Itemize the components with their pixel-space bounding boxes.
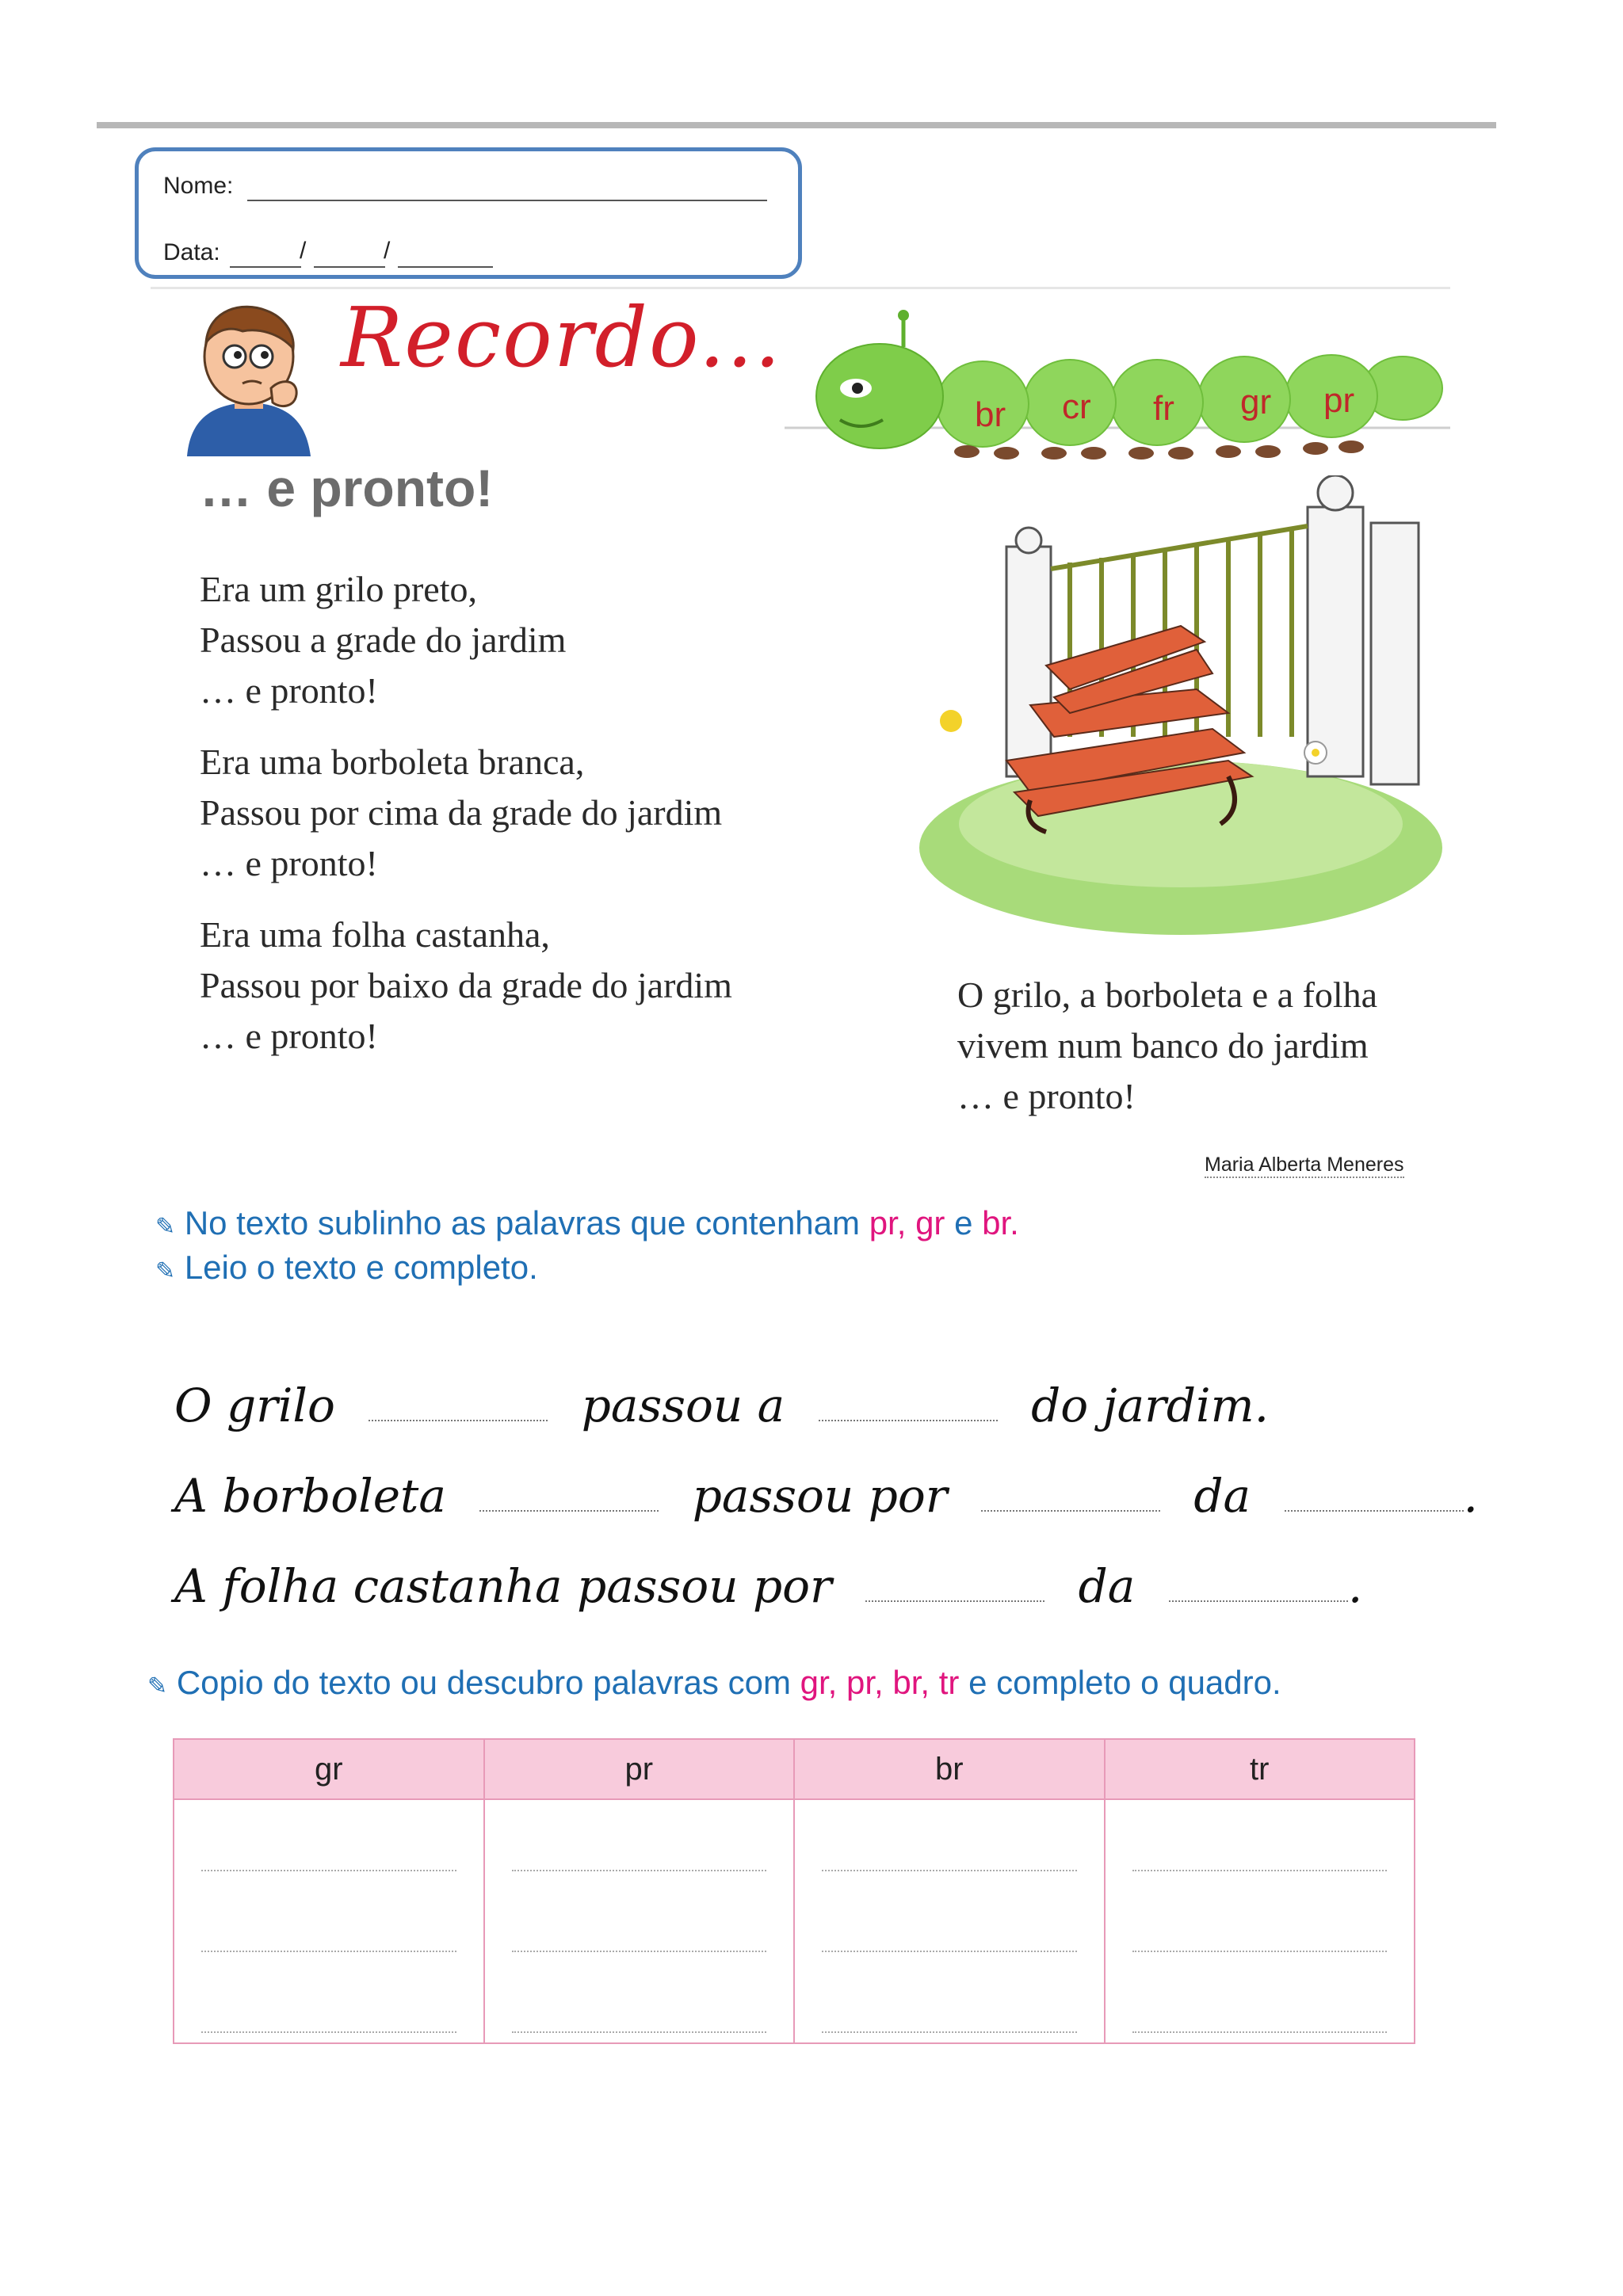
table-header-pr: pr <box>484 1739 795 1799</box>
recordo-heading: Recordo... <box>341 289 782 386</box>
poem-line: Passou a grade do jardim <box>200 620 567 660</box>
exercise-text: . <box>1463 1469 1478 1523</box>
highlight-br: br. <box>982 1204 1019 1241</box>
write-line <box>1132 1949 1388 1952</box>
highlight-tr: tr <box>938 1664 960 1701</box>
poem-line: vivem num banco do jardim <box>957 1025 1369 1066</box>
blank-line[interactable] <box>479 1504 659 1512</box>
exercise-text: da <box>1078 1559 1136 1613</box>
poem-author: Maria Alberta Meneres <box>1205 1154 1404 1178</box>
table-cell[interactable] <box>484 1799 795 1881</box>
poem-stanza-4 <box>957 970 1377 1122</box>
table-cell[interactable] <box>484 1881 795 1962</box>
instruction-2 <box>155 1249 538 1287</box>
table-cell[interactable] <box>174 1962 484 2043</box>
instruction-1-text: No texto sublinho as palavras que contenham <box>184 1204 861 1241</box>
table-header-br: br <box>794 1739 1105 1799</box>
instruction-1 <box>155 1204 1019 1242</box>
write-line <box>201 1868 456 1871</box>
table-cell[interactable] <box>794 1799 1105 1881</box>
instruction-3 <box>147 1664 1281 1702</box>
poem-line: Passou por baixo da grade do jardim <box>200 965 732 1005</box>
words-table <box>173 1738 1415 2044</box>
poem-stanza-2 <box>200 737 722 889</box>
poem-line: Passou por cima da grade do jardim <box>200 792 723 833</box>
data-day-line[interactable] <box>230 242 301 268</box>
pencil-icon: ✎ <box>155 1258 176 1284</box>
poem-title: … e pronto! <box>200 459 494 517</box>
table-header-row <box>174 1739 1415 1799</box>
poem-line: … e pronto! <box>200 843 378 883</box>
pencil-icon: ✎ <box>147 1673 168 1699</box>
table-cell[interactable] <box>1105 1881 1415 1962</box>
poem-stanza-3 <box>200 910 732 1062</box>
caterpillar-illustration <box>785 309 1450 475</box>
instruction-1-e: e <box>954 1204 973 1241</box>
poem-line: Era uma folha castanha, <box>200 914 550 955</box>
date-separator-1: / <box>300 238 307 264</box>
exercise-text: A folha castanha passou por <box>174 1559 832 1613</box>
nome-input-line[interactable] <box>247 176 767 201</box>
highlight-gr: gr <box>915 1204 945 1241</box>
blank-line[interactable] <box>819 1413 998 1421</box>
poem-line: … e pronto! <box>200 1016 378 1056</box>
caterpillar-label-pr: pr <box>1323 381 1355 420</box>
exercise-text: passou a <box>581 1379 785 1432</box>
exercise-line-1 <box>174 1379 1269 1432</box>
poem-stanza-1 <box>200 564 566 716</box>
write-line <box>1132 1868 1388 1871</box>
table-row <box>174 1799 1415 1881</box>
blank-line[interactable] <box>369 1413 548 1421</box>
table-header-tr: tr <box>1105 1739 1415 1799</box>
exercise-line-3 <box>174 1559 1362 1613</box>
nome-label: Nome: <box>163 173 234 199</box>
highlight-br: br, <box>892 1664 930 1701</box>
write-line <box>512 1949 767 1952</box>
highlight-pr: pr, <box>869 1204 907 1241</box>
instruction-3-text: Copio do texto ou descubro palavras com <box>176 1664 791 1701</box>
table-cell[interactable] <box>484 1962 795 2043</box>
exercise-text: da <box>1193 1469 1251 1523</box>
table-cell[interactable] <box>1105 1799 1415 1881</box>
poem-line: … e pronto! <box>200 670 378 711</box>
exercise-text: O grilo <box>174 1379 335 1432</box>
highlight-gr: gr, <box>800 1664 838 1701</box>
highlight-pr: pr, <box>846 1664 884 1701</box>
write-line <box>512 1868 767 1871</box>
exercise-text: do jardim. <box>1031 1379 1270 1432</box>
write-line <box>822 1949 1077 1952</box>
caterpillar-label-gr: gr <box>1240 383 1272 421</box>
write-line <box>201 1949 456 1952</box>
instruction-3-end: e completo o quadro. <box>968 1664 1281 1701</box>
thinking-boy-illustration <box>179 301 319 456</box>
caterpillar-label-fr: fr <box>1153 389 1174 428</box>
write-line <box>822 2030 1077 2033</box>
table-cell[interactable] <box>1105 1962 1415 2043</box>
pencil-icon: ✎ <box>155 1214 176 1240</box>
instruction-2-text: Leio o texto e completo. <box>184 1249 538 1286</box>
table-cell[interactable] <box>174 1881 484 1962</box>
exercise-text: . <box>1347 1559 1363 1613</box>
top-rule <box>97 122 1496 128</box>
write-line <box>201 2030 456 2033</box>
poem-line: O grilo, a borboleta e a folha <box>957 974 1378 1015</box>
data-month-line[interactable] <box>314 242 385 268</box>
garden-bench-illustration <box>911 475 1450 943</box>
exercise-line-2 <box>174 1469 1478 1523</box>
table-row <box>174 1962 1415 2043</box>
poem-line: … e pronto! <box>957 1076 1136 1116</box>
data-year-line[interactable] <box>398 242 493 268</box>
blank-line[interactable] <box>1285 1504 1464 1512</box>
date-separator-2: / <box>384 238 391 264</box>
exercise-text: A borboleta <box>174 1469 446 1523</box>
write-line <box>822 1868 1077 1871</box>
data-label: Data: <box>163 239 220 265</box>
table-cell[interactable] <box>794 1962 1105 2043</box>
table-cell[interactable] <box>794 1881 1105 1962</box>
exercise-text: passou por <box>692 1469 948 1523</box>
blank-line[interactable] <box>865 1594 1044 1602</box>
table-cell[interactable] <box>174 1799 484 1881</box>
blank-line[interactable] <box>981 1504 1160 1512</box>
poem-line: Era uma borboleta branca, <box>200 742 585 782</box>
write-line <box>512 2030 767 2033</box>
table-header-gr: gr <box>174 1739 484 1799</box>
poem-line: Era um grilo preto, <box>200 569 478 609</box>
caterpillar-label-br: br <box>975 395 1006 434</box>
caterpillar-label-cr: cr <box>1062 387 1091 426</box>
blank-line[interactable] <box>1169 1594 1348 1602</box>
table-row <box>174 1881 1415 1962</box>
write-line <box>1132 2030 1388 2033</box>
